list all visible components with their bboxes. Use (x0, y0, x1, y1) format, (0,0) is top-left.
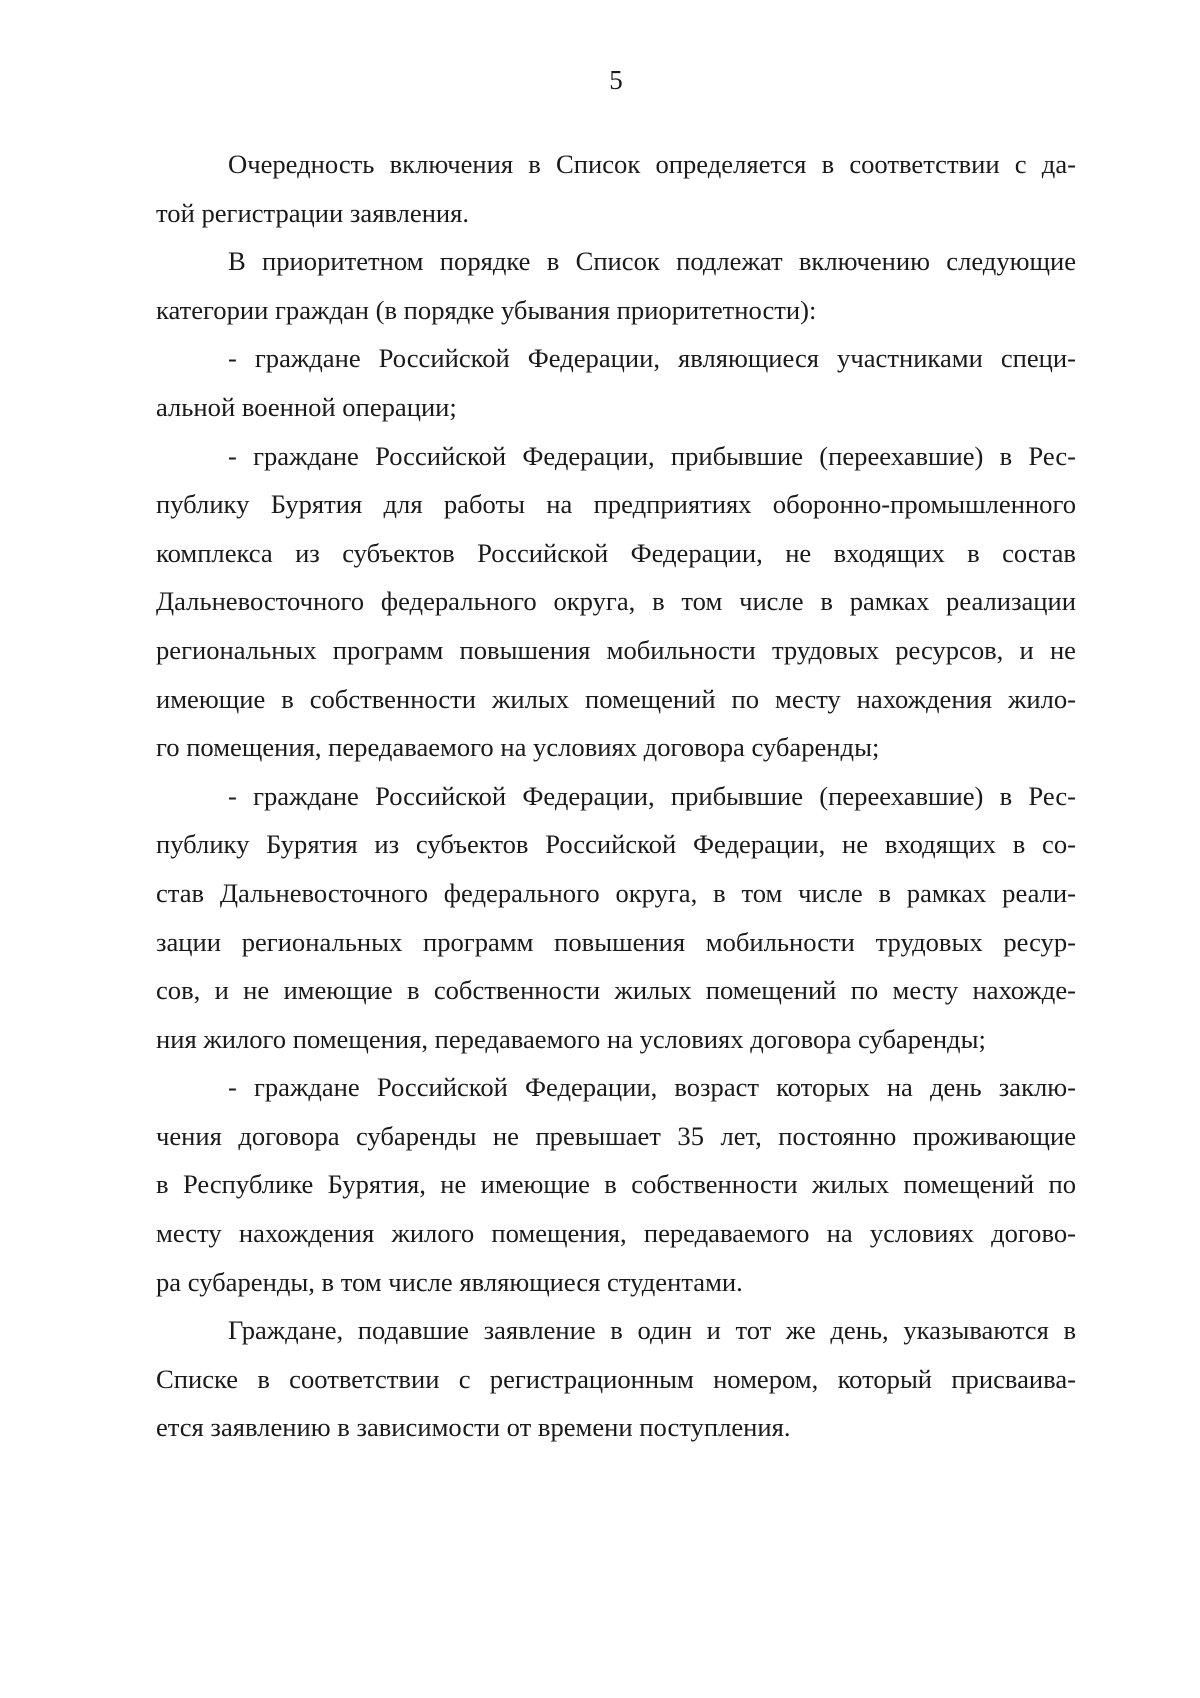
paragraph-priority-intro (156, 237, 1076, 334)
text-line: ния жилого помещения, передаваемого на условиях договора субаренды; (156, 1023, 986, 1054)
list-item-young-citizens (156, 1063, 1076, 1306)
list-item-defense-industry (156, 432, 1076, 772)
paragraph-queue-order (156, 140, 1076, 237)
paragraph-same-day-applications (156, 1306, 1076, 1452)
text-line: - граждане Российской Федерации, прибывшие (переехавшие) в Рес- (228, 440, 1076, 471)
text-line: месту нахождения жилого помещения, передаваемого на условиях догово- (156, 1218, 1076, 1249)
text-line: той регистрации заявления. (156, 197, 470, 228)
text-line: альной военной операции; (156, 391, 457, 422)
text-line: Дальневосточного федерального округа, в том числе в рамках реализации (156, 586, 1076, 617)
text-line: - граждане Российской Федерации, возраст которых на день заклю- (228, 1072, 1076, 1103)
text-line: В приоритетном порядке в Список подлежат включению следующие (228, 246, 1076, 277)
text-line: имеющие в собственности жилых помещений по месту нахождения жило- (156, 683, 1076, 714)
text-line: в Республике Бурятия, не имеющие в собственности жилых помещений по (156, 1169, 1076, 1200)
document-body (156, 140, 1076, 1452)
text-line: ра субаренды, в том числе являющиеся студентами. (156, 1266, 743, 1297)
text-line: категории граждан (в порядке убывания приоритетности): (156, 294, 817, 325)
list-item-relocated-citizens (156, 772, 1076, 1064)
page-number: 5 (609, 65, 623, 95)
list-item-svo-participants (156, 334, 1076, 431)
text-line: региональных программ повышения мобильности трудовых ресурсов, и не (156, 634, 1076, 665)
text-line: Граждане, подавшие заявление в один и тот же день, указываются в (228, 1315, 1076, 1346)
text-line: - граждане Российской Федерации, являющиеся участниками специ- (228, 343, 1076, 374)
text-line: ется заявлению в зависимости от времени поступления. (156, 1412, 791, 1443)
text-line: зации региональных программ повышения мобильности трудовых ресур- (156, 926, 1076, 957)
text-line: комплекса из субъектов Российской Федерации, не входящих в состав (156, 537, 1076, 568)
text-line: Списке в соответствии с регистрационным номером, который присваива- (156, 1363, 1076, 1394)
text-line: - граждане Российской Федерации, прибывшие (переехавшие) в Рес- (228, 780, 1076, 811)
text-line: сов, и не имеющие в собственности жилых помещений по месту нахожде- (156, 975, 1076, 1006)
text-line: став Дальневосточного федерального округа, в том числе в рамках реали- (156, 877, 1076, 908)
text-line: публику Бурятия для работы на предприятиях оборонно-промышленного (156, 489, 1076, 520)
text-line: го помещения, передаваемого на условиях договора субаренды; (156, 732, 880, 763)
text-line: Очередность включения в Список определяется в соответствии с да- (228, 149, 1076, 179)
text-line: публику Бурятия из субъектов Российской Федерации, не входящих в со- (156, 829, 1076, 860)
text-line: чения договора субаренды не превышает 35 лет, постоянно проживающие (156, 1120, 1076, 1151)
